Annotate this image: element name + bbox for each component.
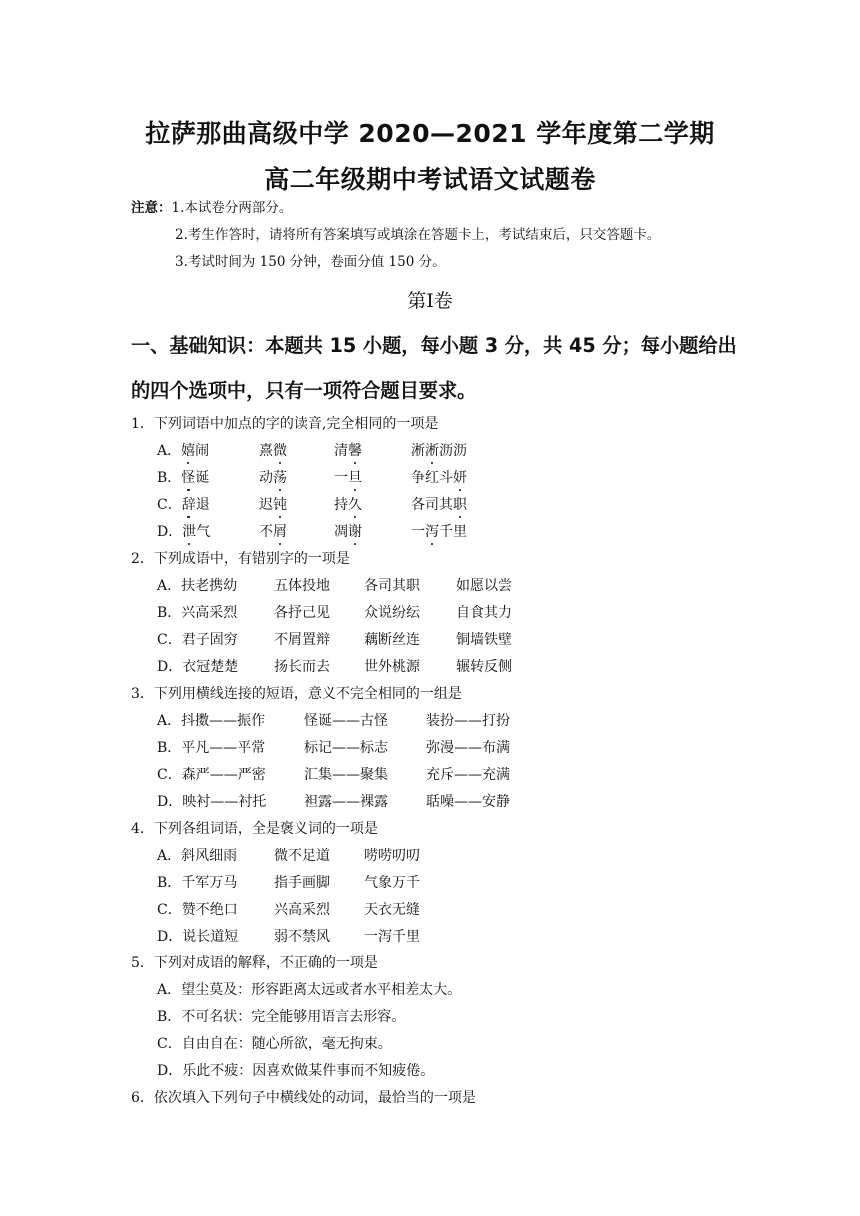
option-term: 世外桃源 bbox=[364, 659, 420, 675]
option-term: 自食其力 bbox=[456, 605, 512, 621]
option-term: 弱不禁风 bbox=[274, 929, 330, 945]
option-term: 标记——标志 bbox=[304, 740, 388, 756]
answer-option: A．嬉闹 bbox=[157, 443, 210, 459]
option-term: 藕断丝连 bbox=[364, 632, 420, 648]
answer-option: A．抖擞——振作 bbox=[157, 713, 266, 729]
question-stem: 4．下列各组词语，全是褒义词的一项是 bbox=[131, 821, 378, 837]
option-term: 扬长而去 bbox=[274, 659, 330, 675]
option-term: 争红斗妍 bbox=[411, 470, 467, 486]
question-stem: 1．下列词语中加点的字的读音,完全相同的一项是 bbox=[131, 416, 439, 432]
option-term: 汇集——聚集 bbox=[304, 767, 388, 783]
dotted-character: 辞 bbox=[181, 497, 196, 513]
notice-item: 2.考生作答时，请将所有答案填写或填涂在答题卡上，考试结束后，只交答题卡。 bbox=[175, 227, 661, 243]
answer-option: B．平凡——平常 bbox=[157, 740, 266, 756]
option-term: 不屑 bbox=[259, 524, 287, 540]
option-term: 聒噪——安静 bbox=[426, 794, 510, 810]
option-term: 一旦 bbox=[334, 470, 362, 486]
answer-option: C．森严——严密 bbox=[157, 767, 266, 783]
answer-option: D．泄气 bbox=[157, 524, 211, 540]
option-term: 天衣无缝 bbox=[364, 902, 420, 918]
option-term: 一泻千里 bbox=[411, 524, 467, 540]
dotted-character: 嬉 bbox=[181, 443, 196, 459]
option-term: 熹微 bbox=[259, 443, 287, 459]
notice-item: 1.本试卷分两部分。 bbox=[171, 200, 293, 216]
answer-option: B．怪诞 bbox=[157, 470, 210, 486]
notice-label: 注意： bbox=[131, 200, 172, 216]
answer-option: C．辞退 bbox=[157, 497, 210, 513]
question-stem: 2．下列成语中，有错别字的一项是 bbox=[131, 551, 350, 567]
option-term: 微不足道 bbox=[274, 848, 330, 864]
option-term: 各司其职 bbox=[364, 578, 420, 594]
option-term: 五体投地 bbox=[274, 578, 330, 594]
option-term: 辗转反侧 bbox=[456, 659, 512, 675]
option-term: 如愿以尝 bbox=[456, 578, 512, 594]
dotted-character: 钝 bbox=[273, 497, 287, 513]
dotted-character: 荡 bbox=[273, 470, 287, 486]
answer-option: A．望尘莫及：形容距离太远或者水平相差太大。 bbox=[157, 982, 462, 998]
exam-title-line1: 拉萨那曲高级中学 2020—2021 学年度第二学期 bbox=[145, 119, 715, 148]
dotted-character: 淅 bbox=[425, 443, 439, 459]
option-term: 迟钝 bbox=[259, 497, 287, 513]
option-term: 淅淅沥沥 bbox=[411, 443, 467, 459]
answer-option: D．映衬——衬托 bbox=[157, 794, 267, 810]
option-term: 气象万千 bbox=[364, 875, 420, 891]
option-term: 动荡 bbox=[259, 470, 287, 486]
notice-item: 3.考试时间为 150 分钟，卷面分值 150 分。 bbox=[175, 254, 446, 270]
volume-label: 第Ⅰ卷 bbox=[407, 290, 453, 312]
section-heading-line1: 一、基础知识：本题共 15 小题，每小题 3 分，共 45 分；每小题给出 bbox=[131, 334, 737, 357]
option-term: 各司其职 bbox=[411, 497, 467, 513]
dotted-character: 久 bbox=[348, 497, 362, 513]
dotted-character: 馨 bbox=[348, 443, 362, 459]
answer-option: C．君子固穷 bbox=[157, 632, 238, 648]
option-term: 唠唠叨叨 bbox=[364, 848, 420, 864]
answer-option: B．不可名状：完全能够用语言去形容。 bbox=[157, 1009, 406, 1025]
option-term: 清馨 bbox=[334, 443, 362, 459]
option-term: 装扮——打扮 bbox=[426, 713, 510, 729]
dotted-character: 泄 bbox=[182, 524, 197, 540]
option-term: 众说纷纭 bbox=[364, 605, 420, 621]
answer-option: D．说长道短 bbox=[157, 929, 239, 945]
dotted-character: 屑 bbox=[273, 524, 287, 540]
option-term: 不屑置辩 bbox=[274, 632, 330, 648]
option-term: 袒露——裸露 bbox=[304, 794, 388, 810]
exam-title-line2: 高二年级期中考试语文试题卷 bbox=[264, 165, 596, 194]
option-term: 铜墙铁壁 bbox=[456, 632, 512, 648]
dotted-character: 旦 bbox=[348, 470, 362, 486]
option-term: 兴高采烈 bbox=[274, 902, 330, 918]
option-term: 一泻千里 bbox=[364, 929, 420, 945]
option-term: 指手画脚 bbox=[274, 875, 330, 891]
question-stem: 5．下列对成语的解释，不正确的一项是 bbox=[131, 955, 378, 971]
dotted-character: 谢 bbox=[348, 524, 362, 540]
answer-option: B．兴高采烈 bbox=[157, 605, 238, 621]
option-term: 怪诞——古怪 bbox=[304, 713, 388, 729]
section-heading-line2: 的四个选项中，只有一项符合题目要求。 bbox=[131, 379, 477, 402]
answer-option: C．赞不绝口 bbox=[157, 902, 238, 918]
option-term: 各抒己见 bbox=[274, 605, 330, 621]
question-stem: 6．依次填入下列句子中横线处的动词，最恰当的一项是 bbox=[131, 1090, 476, 1106]
option-term: 凋谢 bbox=[334, 524, 362, 540]
question-stem: 3．下列用横线连接的短语，意义不完全相同的一组是 bbox=[131, 686, 462, 702]
option-term: 持久 bbox=[334, 497, 362, 513]
answer-option: A．斜风细雨 bbox=[157, 848, 238, 864]
dotted-character: 妍 bbox=[453, 470, 467, 486]
option-term: 弥漫——布满 bbox=[426, 740, 510, 756]
answer-option: C．自由自在：随心所欲，毫无拘束。 bbox=[157, 1036, 392, 1052]
dotted-character: 职 bbox=[453, 497, 467, 513]
option-term: 充斥——充满 bbox=[426, 767, 510, 783]
notice-line-1 bbox=[131, 199, 292, 217]
dotted-character: 微 bbox=[273, 443, 287, 459]
dotted-character: 泻 bbox=[425, 524, 439, 540]
answer-option: A．扶老携幼 bbox=[157, 578, 238, 594]
answer-option: D．乐此不疲：因喜欢做某件事而不知疲倦。 bbox=[157, 1063, 435, 1079]
dotted-character: 怪 bbox=[181, 470, 196, 486]
answer-option: B．千军万马 bbox=[157, 875, 238, 891]
answer-option: D．衣冠楚楚 bbox=[157, 659, 239, 675]
